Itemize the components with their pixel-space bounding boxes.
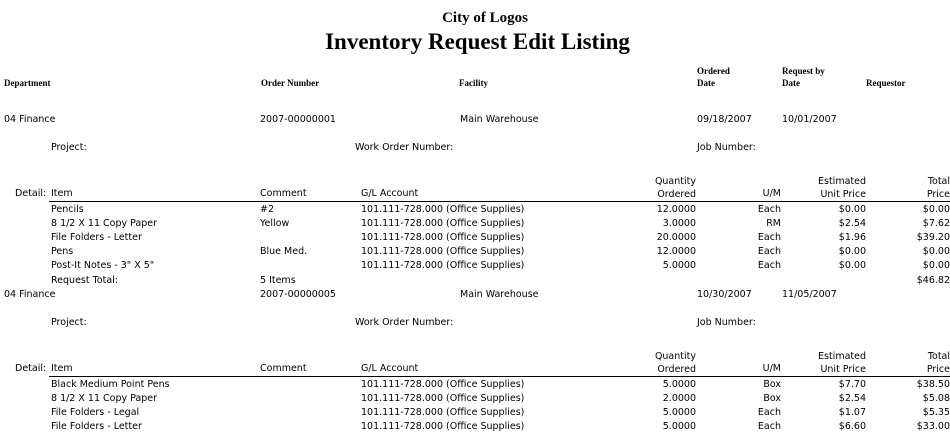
detail-row-um: Each (757, 260, 781, 271)
detail-col-gl-account: G/L Account (361, 363, 419, 374)
col-ordered-date (697, 65, 730, 89)
detail-row-qty: 12.0000 (656, 204, 696, 215)
request-total-label: Request Total: (51, 275, 118, 286)
detail-col-quantity-line1: Quantity (654, 176, 696, 187)
detail-col-item: Item (51, 188, 73, 199)
work-order-label: Work Order Number: (355, 317, 454, 328)
detail-row-total-price: $5.08 (922, 393, 950, 404)
col-order-number: Order Number (261, 78, 320, 88)
detail-row-unit-price: $2.54 (838, 218, 866, 229)
detail-row-gl: 101.111-728.000 (Office Supplies) (361, 393, 525, 404)
detail-row-qty: 2.0000 (662, 393, 696, 404)
detail-row-comment: Blue Med. (260, 246, 308, 257)
col-requestor: Requestor (866, 78, 906, 88)
detail-row-unit-price: $0.00 (838, 204, 866, 215)
detail-row-item: Pencils (51, 204, 84, 215)
detail-col-total-price-line2: Price (926, 189, 950, 200)
detail-row-item: File Folders - Legal (51, 407, 140, 418)
detail-row-qty: 3.0000 (662, 218, 696, 229)
detail-col-item: Item (51, 363, 73, 374)
request-ordered-date: 09/18/2007 (697, 114, 752, 125)
request-department: 04 Finance (4, 114, 56, 125)
detail-col-total-price (880, 350, 950, 376)
request-department: 04 Finance (4, 289, 56, 300)
detail-col-unit-price-line1: Estimated (818, 351, 866, 362)
detail-row-qty: 5.0000 (662, 421, 696, 432)
detail-col-unit-price-line2: Unit Price (820, 189, 866, 200)
detail-row-gl: 101.111-728.000 (Office Supplies) (361, 204, 525, 215)
col-facility: Facility (459, 78, 488, 88)
report-title: Inventory Request Edit Listing (325, 29, 630, 54)
job-number-label: Job Number: (697, 142, 756, 153)
detail-row-qty: 12.0000 (656, 246, 696, 257)
detail-row-comment: #2 (260, 204, 275, 215)
col-request-by-line1: Request by (782, 66, 825, 76)
detail-row-gl: 101.111-728.000 (Office Supplies) (361, 260, 525, 271)
detail-row-total-price: $33.00 (916, 421, 950, 432)
detail-row-unit-price: $2.54 (838, 393, 866, 404)
detail-row-gl: 101.111-728.000 (Office Supplies) (361, 379, 525, 390)
col-request-by-line2: Date (782, 78, 800, 88)
detail-row-total-price: $7.62 (922, 218, 950, 229)
detail-label: Detail: (15, 363, 47, 374)
project-label: Project: (51, 142, 87, 153)
detail-header-rule (49, 376, 950, 377)
detail-row-item: Post-It Notes - 3" X 5" (51, 260, 155, 271)
project-label: Project: (51, 317, 87, 328)
request-by-date: 10/01/2007 (782, 114, 837, 125)
detail-row-total-price: $0.00 (922, 246, 950, 257)
detail-row-um: Each (757, 232, 781, 243)
detail-row-qty: 5.0000 (662, 379, 696, 390)
detail-row-um: Each (757, 246, 781, 257)
detail-row-unit-price: $0.00 (838, 246, 866, 257)
detail-col-quantity-line2: Ordered (657, 364, 696, 375)
detail-col-total-price-line2: Price (926, 364, 950, 375)
request-total-value: $46.82 (916, 275, 950, 286)
detail-col-unit-price (790, 350, 866, 376)
detail-row-item: Black Medium Point Pens (51, 379, 170, 390)
detail-col-gl-account: G/L Account (361, 188, 419, 199)
request-by-date: 11/05/2007 (782, 289, 837, 300)
detail-row-item: 8 1/2 X 11 Copy Paper (51, 393, 158, 404)
detail-row-unit-price: $0.00 (838, 260, 866, 271)
detail-row-unit-price: $7.70 (838, 379, 866, 390)
request-ordered-date: 10/30/2007 (697, 289, 752, 300)
request-facility: Main Warehouse (460, 289, 539, 300)
request-item-count: 5 Items (260, 275, 296, 286)
detail-row-total-price: $38.50 (916, 379, 950, 390)
detail-row-item: File Folders - Letter (51, 421, 142, 432)
detail-row-um: Each (757, 407, 781, 418)
detail-col-unit-price-line2: Unit Price (820, 364, 866, 375)
detail-row-gl: 101.111-728.000 (Office Supplies) (361, 232, 525, 243)
col-department: Department (4, 78, 51, 88)
detail-label: Detail: (15, 188, 47, 199)
detail-col-total-price-line1: Total (927, 176, 950, 187)
detail-row-item: File Folders - Letter (51, 232, 142, 243)
detail-row-item: Pens (51, 246, 74, 257)
detail-row-unit-price: $1.96 (838, 232, 866, 243)
detail-row-gl: 101.111-728.000 (Office Supplies) (361, 407, 525, 418)
detail-row-um: RM (766, 218, 781, 229)
detail-row-um: Box (763, 379, 781, 390)
detail-row-total-price: $0.00 (922, 260, 950, 271)
detail-row-gl: 101.111-728.000 (Office Supplies) (361, 218, 525, 229)
detail-row-qty: 5.0000 (662, 260, 696, 271)
detail-row-qty: 20.0000 (656, 232, 696, 243)
work-order-label: Work Order Number: (355, 142, 454, 153)
detail-row-total-price: $0.00 (922, 204, 950, 215)
detail-col-quantity (620, 175, 696, 201)
col-request-by-date (782, 65, 825, 89)
detail-row-item: 8 1/2 X 11 Copy Paper (51, 218, 158, 229)
detail-row-comment: Yellow (260, 218, 290, 229)
detail-col-unit-price-line1: Estimated (818, 176, 866, 187)
detail-row-um: Box (763, 393, 781, 404)
detail-col-um: U/M (762, 363, 781, 374)
detail-row-gl: 101.111-728.000 (Office Supplies) (361, 246, 525, 257)
detail-col-quantity-line2: Ordered (657, 189, 696, 200)
detail-col-comment: Comment (260, 188, 307, 199)
col-ordered-date-line2: Date (697, 78, 715, 88)
detail-col-quantity (620, 350, 696, 376)
detail-row-total-price: $5.35 (922, 407, 950, 418)
detail-row-total-price: $39.20 (916, 232, 950, 243)
detail-col-comment: Comment (260, 363, 307, 374)
request-facility: Main Warehouse (460, 114, 539, 125)
detail-col-um: U/M (762, 188, 781, 199)
detail-row-qty: 5.0000 (662, 407, 696, 418)
detail-row-unit-price: $6.60 (838, 421, 866, 432)
detail-row-gl: 101.111-728.000 (Office Supplies) (361, 421, 525, 432)
detail-col-quantity-line1: Quantity (654, 351, 696, 362)
detail-col-total-price-line1: Total (927, 351, 950, 362)
request-order-number: 2007-00000001 (260, 114, 336, 125)
detail-col-total-price (880, 175, 950, 201)
request-order-number: 2007-00000005 (260, 289, 336, 300)
col-ordered-date-line1: Ordered (697, 66, 730, 76)
report-org: City of Logos (442, 10, 528, 26)
detail-row-um: Each (757, 421, 781, 432)
job-number-label: Job Number: (697, 317, 756, 328)
detail-row-um: Each (757, 204, 781, 215)
detail-header-rule (49, 201, 950, 202)
detail-row-unit-price: $1.07 (838, 407, 866, 418)
detail-col-unit-price (790, 175, 866, 201)
